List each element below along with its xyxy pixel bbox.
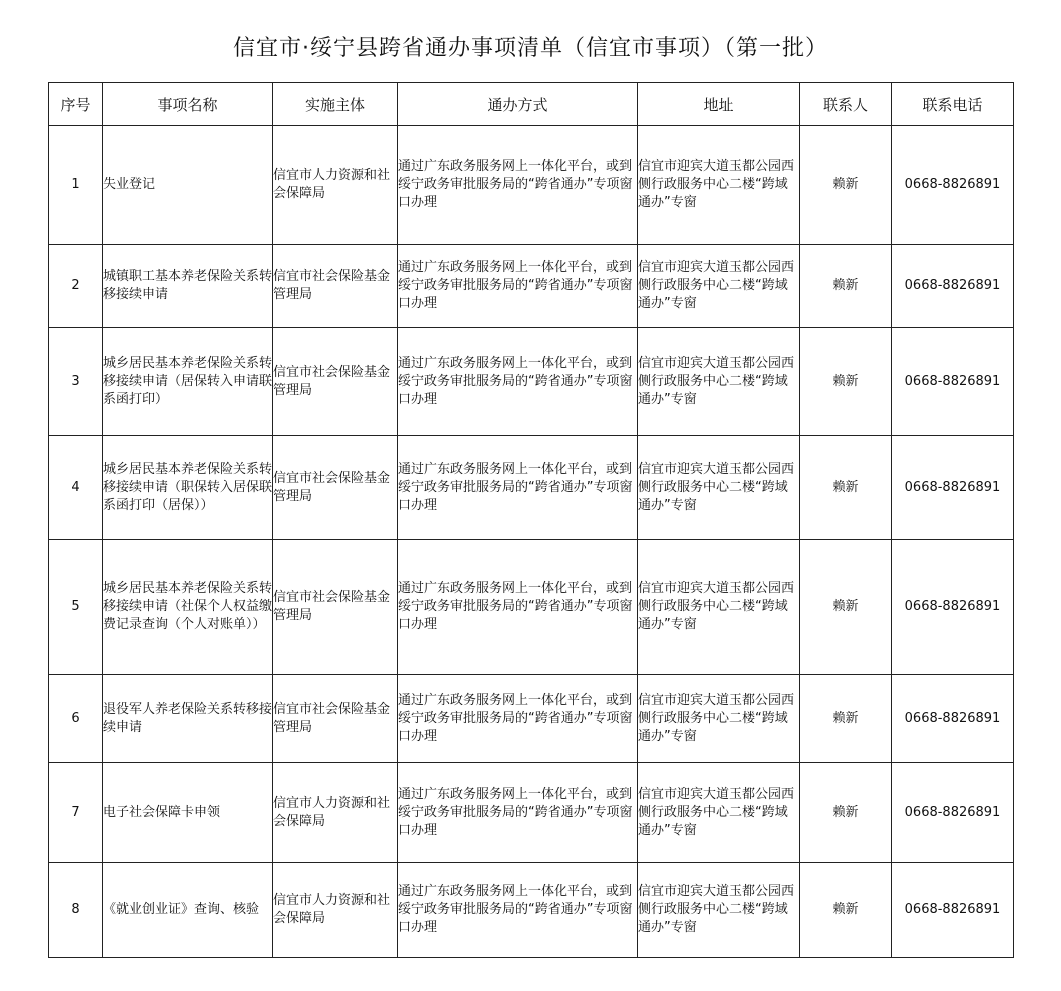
cell-num: 3	[49, 328, 103, 436]
cell-phone: 0668-8826891	[892, 763, 1014, 863]
cell-phone: 0668-8826891	[892, 245, 1014, 328]
cell-addr: 信宜市迎宾大道玉都公园西侧行政服务中心二楼“跨域通办”专窗	[638, 436, 800, 540]
cell-method: 通过广东政务服务网上一体化平台，或到绥宁政务审批服务局的“跨省通办”专项窗口办理	[398, 863, 638, 958]
cell-contact: 赖新	[800, 863, 892, 958]
cell-contact: 赖新	[800, 126, 892, 245]
table-row	[49, 126, 1014, 245]
cell-phone: 0668-8826891	[892, 863, 1014, 958]
cell-num: 2	[49, 245, 103, 328]
cell-name: 城镇职工基本养老保险关系转移接续申请	[103, 245, 273, 328]
cell-method: 通过广东政务服务网上一体化平台，或到绥宁政务审批服务局的“跨省通办”专项窗口办理	[398, 328, 638, 436]
cell-name: 城乡居民基本养老保险关系转移接续申请（职保转入居保联系函打印（居保））	[103, 436, 273, 540]
table-row	[49, 245, 1014, 328]
cell-name: 《就业创业证》查询、核验	[103, 863, 273, 958]
cell-method: 通过广东政务服务网上一体化平台，或到绥宁政务审批服务局的“跨省通办”专项窗口办理	[398, 675, 638, 763]
cell-num: 6	[49, 675, 103, 763]
table-header-row	[49, 83, 1014, 126]
header-name: 事项名称	[103, 83, 273, 126]
cell-method: 通过广东政务服务网上一体化平台，或到绥宁政务审批服务局的“跨省通办”专项窗口办理	[398, 540, 638, 675]
cell-org: 信宜市社会保险基金管理局	[273, 328, 398, 436]
cell-name: 城乡居民基本养老保险关系转移接续申请（社保个人权益缴费记录查询（个人对账单））	[103, 540, 273, 675]
cell-org: 信宜市人力资源和社会保障局	[273, 863, 398, 958]
cell-contact: 赖新	[800, 675, 892, 763]
table-row	[49, 675, 1014, 763]
cell-org: 信宜市社会保险基金管理局	[273, 245, 398, 328]
table-row	[49, 540, 1014, 675]
header-contact: 联系人	[800, 83, 892, 126]
cell-contact: 赖新	[800, 436, 892, 540]
header-org: 实施主体	[273, 83, 398, 126]
cell-name: 失业登记	[103, 126, 273, 245]
header-method: 通办方式	[398, 83, 638, 126]
cell-org: 信宜市人力资源和社会保障局	[273, 126, 398, 245]
table-row	[49, 863, 1014, 958]
cell-addr: 信宜市迎宾大道玉都公园西侧行政服务中心二楼“跨域通办”专窗	[638, 540, 800, 675]
cell-name: 电子社会保障卡申领	[103, 763, 273, 863]
cell-contact: 赖新	[800, 328, 892, 436]
cell-phone: 0668-8826891	[892, 675, 1014, 763]
cell-org: 信宜市社会保险基金管理局	[273, 436, 398, 540]
cell-name: 城乡居民基本养老保险关系转移接续申请（居保转入申请联系函打印）	[103, 328, 273, 436]
page-title: 信宜市·绥宁县跨省通办事项清单（信宜市事项）（第一批）	[233, 36, 828, 61]
items-table	[48, 82, 1014, 958]
cell-method: 通过广东政务服务网上一体化平台，或到绥宁政务审批服务局的“跨省通办”专项窗口办理	[398, 436, 638, 540]
cell-num: 8	[49, 863, 103, 958]
cell-addr: 信宜市迎宾大道玉都公园西侧行政服务中心二楼“跨域通办”专窗	[638, 328, 800, 436]
table-row	[49, 328, 1014, 436]
cell-num: 7	[49, 763, 103, 863]
cell-num: 5	[49, 540, 103, 675]
cell-addr: 信宜市迎宾大道玉都公园西侧行政服务中心二楼“跨域通办”专窗	[638, 763, 800, 863]
cell-addr: 信宜市迎宾大道玉都公园西侧行政服务中心二楼“跨域通办”专窗	[638, 126, 800, 245]
cell-org: 信宜市人力资源和社会保障局	[273, 763, 398, 863]
cell-addr: 信宜市迎宾大道玉都公园西侧行政服务中心二楼“跨域通办”专窗	[638, 675, 800, 763]
cell-num: 1	[49, 126, 103, 245]
table-row	[49, 763, 1014, 863]
table-row	[49, 436, 1014, 540]
cell-addr: 信宜市迎宾大道玉都公园西侧行政服务中心二楼“跨域通办”专窗	[638, 863, 800, 958]
cell-method: 通过广东政务服务网上一体化平台，或到绥宁政务审批服务局的“跨省通办”专项窗口办理	[398, 245, 638, 328]
header-num: 序号	[49, 83, 103, 126]
cell-contact: 赖新	[800, 763, 892, 863]
cell-org: 信宜市社会保险基金管理局	[273, 540, 398, 675]
cell-contact: 赖新	[800, 245, 892, 328]
header-addr: 地址	[638, 83, 800, 126]
cell-method: 通过广东政务服务网上一体化平台，或到绥宁政务审批服务局的“跨省通办”专项窗口办理	[398, 126, 638, 245]
cell-name: 退役军人养老保险关系转移接续申请	[103, 675, 273, 763]
cell-num: 4	[49, 436, 103, 540]
cell-addr: 信宜市迎宾大道玉都公园西侧行政服务中心二楼“跨域通办”专窗	[638, 245, 800, 328]
cell-org: 信宜市社会保险基金管理局	[273, 675, 398, 763]
cell-phone: 0668-8826891	[892, 436, 1014, 540]
cell-phone: 0668-8826891	[892, 540, 1014, 675]
cell-phone: 0668-8826891	[892, 328, 1014, 436]
cell-phone: 0668-8826891	[892, 126, 1014, 245]
header-phone: 联系电话	[892, 83, 1014, 126]
cell-method: 通过广东政务服务网上一体化平台，或到绥宁政务审批服务局的“跨省通办”专项窗口办理	[398, 763, 638, 863]
cell-contact: 赖新	[800, 540, 892, 675]
